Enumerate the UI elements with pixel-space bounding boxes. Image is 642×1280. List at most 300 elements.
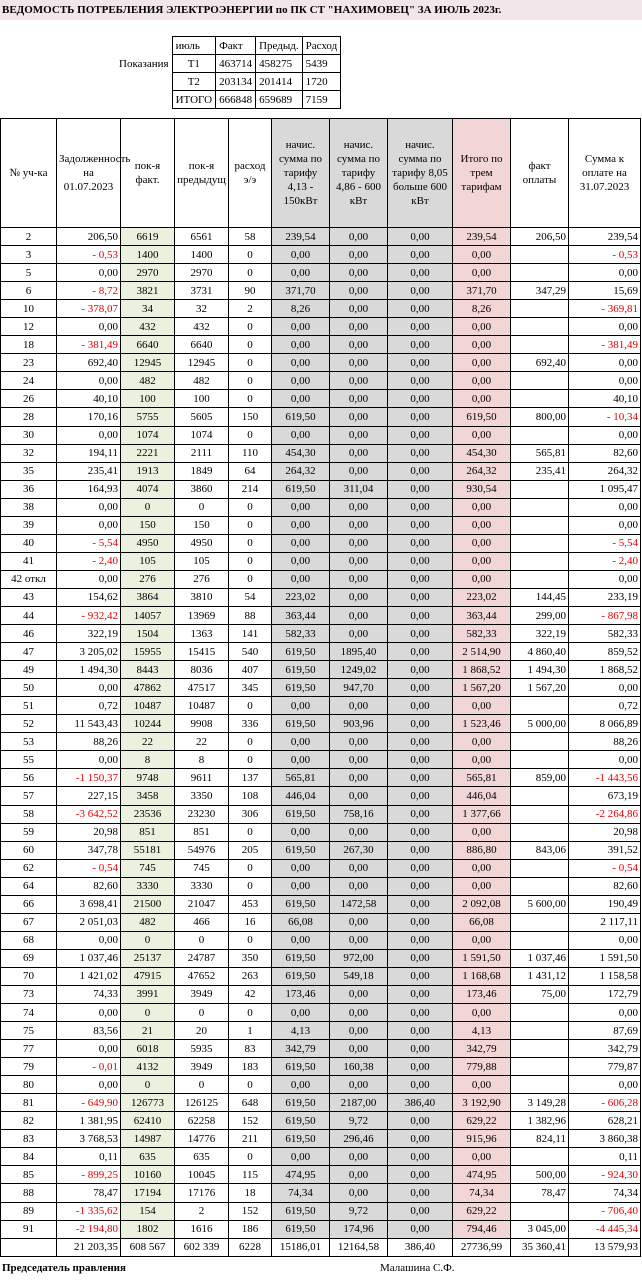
column-header: начис. сумма по тарифу 4,86 - 600 кВт (330, 119, 388, 228)
table-row (1, 300, 641, 318)
table-cell: 0,00 (330, 354, 388, 372)
table-cell: - 924,30 (569, 1166, 641, 1184)
table-cell: 173,46 (272, 985, 330, 1003)
table-cell: 81 (1, 1094, 57, 1112)
table-cell: 1 158,58 (569, 967, 641, 985)
table-cell: 582,33 (453, 625, 511, 643)
table-cell: 54976 (175, 841, 229, 859)
table-cell (511, 552, 569, 570)
table-cell: 0,00 (388, 877, 453, 895)
readings-cell: 5439 (302, 55, 341, 73)
table-cell: 350 (229, 949, 272, 967)
table-cell: 0,00 (388, 985, 453, 1003)
table-cell: 3 149,28 (511, 1094, 569, 1112)
table-cell: 0,00 (388, 751, 453, 769)
table-cell: 619,50 (272, 1202, 330, 1220)
table-cell: 0,00 (388, 264, 453, 282)
table-cell: 915,96 (453, 1130, 511, 1148)
table-cell: -4 445,34 (569, 1220, 641, 1238)
table-cell: 1 037,46 (511, 949, 569, 967)
table-cell: 1802 (121, 1220, 175, 1238)
table-cell: 3 768,53 (57, 1130, 121, 1148)
table-cell: 66 (1, 895, 57, 913)
table-cell: 172,79 (569, 985, 641, 1003)
table-cell: 10487 (175, 697, 229, 715)
table-cell: 5 600,00 (511, 895, 569, 913)
table-cell: 16 (229, 913, 272, 931)
totals-cell: 27736,99 (453, 1238, 511, 1256)
table-cell: 0,00 (272, 697, 330, 715)
table-cell: 88,26 (569, 733, 641, 751)
totals-cell: 608 567 (121, 1238, 175, 1256)
table-cell: 141 (229, 625, 272, 643)
table-cell: 0,00 (330, 228, 388, 246)
table-cell: - 606,28 (569, 1094, 641, 1112)
table-cell: 100 (175, 390, 229, 408)
table-cell: 206,50 (57, 228, 121, 246)
table-row (1, 246, 641, 264)
table-cell: 0 (229, 264, 272, 282)
readings-row (116, 55, 341, 73)
table-cell (511, 1202, 569, 1220)
table-cell: 3864 (121, 588, 175, 606)
table-cell: 1472,58 (330, 895, 388, 913)
table-cell: 0 (229, 354, 272, 372)
table-cell: - 0,53 (569, 246, 641, 264)
table-cell: 2221 (121, 444, 175, 462)
table-cell: 0,00 (388, 408, 453, 426)
table-cell: 264,32 (569, 462, 641, 480)
table-cell: 239,54 (272, 228, 330, 246)
table-cell: 2970 (175, 264, 229, 282)
table-cell: 211 (229, 1130, 272, 1148)
table-cell: - 0,54 (569, 859, 641, 877)
table-row (1, 1220, 641, 1238)
totals-cell: 21 203,35 (57, 1238, 121, 1256)
table-row (1, 1202, 641, 1220)
totals-cell: 13 579,93 (569, 1238, 641, 1256)
table-cell: 10045 (175, 1166, 229, 1184)
table-cell: 0,00 (388, 480, 453, 498)
table-cell: 2187,00 (330, 1094, 388, 1112)
table-cell: 2 051,03 (57, 913, 121, 931)
table-cell: 432 (121, 318, 175, 336)
table-cell: 0,00 (388, 931, 453, 949)
table-cell: 8 (121, 751, 175, 769)
table-cell: 194,11 (57, 444, 121, 462)
table-row (1, 877, 641, 895)
table-cell: 105 (175, 552, 229, 570)
table-cell: 619,50 (272, 1220, 330, 1238)
table-cell: 1 037,46 (57, 949, 121, 967)
table-cell: - 0,01 (57, 1058, 121, 1076)
column-header: Сумма к оплате на 31.07.2023 (569, 119, 641, 228)
table-cell: 9908 (175, 715, 229, 733)
table-cell: 322,19 (57, 625, 121, 643)
table-cell: 144,45 (511, 588, 569, 606)
footer-signature-name: Малашина С.Ф. (380, 1262, 455, 1274)
table-cell: 105 (121, 552, 175, 570)
table-cell: 0,00 (330, 1076, 388, 1094)
table-cell: 859,00 (511, 769, 569, 787)
table-cell: 64 (1, 877, 57, 895)
table-cell: 619,50 (272, 661, 330, 679)
table-cell: 0,00 (272, 570, 330, 588)
table-cell: 14987 (121, 1130, 175, 1148)
table-cell: 40,10 (57, 390, 121, 408)
table-cell: 160,38 (330, 1058, 388, 1076)
table-row (1, 282, 641, 300)
table-cell: 3330 (175, 877, 229, 895)
table-cell: 8 (175, 751, 229, 769)
table-cell: 2 (1, 228, 57, 246)
table-cell (511, 570, 569, 588)
totals-cell: 386,40 (388, 1238, 453, 1256)
table-cell: 824,11 (511, 1130, 569, 1148)
table-cell: 0,00 (388, 228, 453, 246)
table-cell: 2111 (175, 444, 229, 462)
table-cell: 0,00 (453, 426, 511, 444)
table-cell: 0,00 (330, 588, 388, 606)
table-cell: - 899,25 (57, 1166, 121, 1184)
table-cell: 0,00 (453, 1148, 511, 1166)
table-cell: 62410 (121, 1112, 175, 1130)
column-header: начис. сумма по тарифу 4,13 - 150кВт (272, 119, 330, 228)
readings-cell: Т1 (172, 55, 216, 73)
table-cell: 0,00 (330, 570, 388, 588)
table-cell: 0 (121, 931, 175, 949)
table-cell: 0 (229, 877, 272, 895)
table-cell: 0 (229, 751, 272, 769)
table-cell: 3 860,38 (569, 1130, 641, 1148)
table-cell: 0,00 (388, 1058, 453, 1076)
table-cell: 1 567,20 (511, 679, 569, 697)
table-cell (511, 498, 569, 516)
table-cell: 4 860,40 (511, 643, 569, 661)
table-cell (511, 1022, 569, 1040)
table-cell: 5605 (175, 408, 229, 426)
table-cell: 635 (121, 1148, 175, 1166)
table-cell: 1 168,68 (453, 967, 511, 985)
table-cell: 91 (1, 1220, 57, 1238)
table-cell: - 10,34 (569, 408, 641, 426)
table-cell: 619,50 (272, 895, 330, 913)
table-cell: 8 066,89 (569, 715, 641, 733)
table-cell: 0,00 (388, 354, 453, 372)
table-cell: 0,00 (388, 318, 453, 336)
table-cell: 154 (121, 1202, 175, 1220)
table-cell: 40,10 (569, 390, 641, 408)
table-cell (511, 534, 569, 552)
table-row (1, 1184, 641, 1202)
table-cell: 235,41 (57, 462, 121, 480)
table-cell: 0,00 (272, 498, 330, 516)
table-cell: 35 (1, 462, 57, 480)
readings-cell: 463714 (216, 55, 256, 73)
table-cell: 1363 (175, 625, 229, 643)
table-cell: 223,02 (272, 588, 330, 606)
table-cell: 0,00 (569, 1004, 641, 1022)
table-cell: 619,50 (272, 480, 330, 498)
table-cell: 239,54 (453, 228, 511, 246)
table-cell: 173,46 (453, 985, 511, 1003)
table-cell (511, 877, 569, 895)
table-cell: 0 (229, 1076, 272, 1094)
table-cell: - 867,98 (569, 606, 641, 624)
table-cell: 80 (1, 1076, 57, 1094)
table-cell: 0,00 (272, 336, 330, 354)
table-cell: 0,00 (57, 372, 121, 390)
table-cell: 44 (1, 606, 57, 624)
table-cell: 779,87 (569, 1058, 641, 1076)
table-cell: 42 (229, 985, 272, 1003)
table-row (1, 1076, 641, 1094)
table-cell (511, 787, 569, 805)
table-cell: 0,00 (330, 552, 388, 570)
table-cell: 206,50 (511, 228, 569, 246)
table-cell: 0,00 (453, 751, 511, 769)
table-cell: - 2,40 (57, 552, 121, 570)
table-cell: 59 (1, 823, 57, 841)
table-cell: 25137 (121, 949, 175, 967)
table-cell: 115 (229, 1166, 272, 1184)
table-row (1, 1094, 641, 1112)
totals-cell: 12164,58 (330, 1238, 388, 1256)
table-cell: 0,00 (388, 1040, 453, 1058)
table-cell: 342,79 (453, 1040, 511, 1058)
table-cell: - 649,90 (57, 1094, 121, 1112)
table-cell: 22 (121, 733, 175, 751)
table-cell: 69 (1, 949, 57, 967)
table-cell: 0,00 (569, 498, 641, 516)
table-cell: 0,00 (272, 733, 330, 751)
table-cell: 1 431,12 (511, 967, 569, 985)
table-cell: 322,19 (511, 625, 569, 643)
table-cell: 18 (229, 1184, 272, 1202)
table-cell: 342,79 (569, 1040, 641, 1058)
table-cell: 51 (1, 697, 57, 715)
table-cell: 619,50 (272, 967, 330, 985)
table-cell: - 381,49 (569, 336, 641, 354)
table-cell: -1 150,37 (57, 769, 121, 787)
table-row (1, 228, 641, 246)
table-cell: 15,69 (569, 282, 641, 300)
table-cell: 0,00 (388, 336, 453, 354)
table-cell: 47915 (121, 967, 175, 985)
table-cell: 79 (1, 1058, 57, 1076)
table-cell: 930,54 (453, 480, 511, 498)
table-cell: 1504 (121, 625, 175, 643)
table-cell: 629,22 (453, 1202, 511, 1220)
table-cell: 4132 (121, 1058, 175, 1076)
table-cell: 0,00 (330, 1022, 388, 1040)
totals-cell: 15186,01 (272, 1238, 330, 1256)
table-cell: 0,00 (388, 1184, 453, 1202)
table-cell: 0,11 (57, 1148, 121, 1166)
table-cell: 74,34 (569, 1184, 641, 1202)
table-cell (511, 913, 569, 931)
table-cell: 432 (175, 318, 229, 336)
table-cell: 446,04 (272, 787, 330, 805)
table-cell: 9,72 (330, 1202, 388, 1220)
readings-cell: 203134 (216, 73, 256, 91)
table-row (1, 625, 641, 643)
table-cell: 306 (229, 805, 272, 823)
document-title: ВЕДОМОСТЬ ПОТРЕБЛЕНИЯ ЭЛЕКТРОЭНЕРГИИ по ПК СТ "НАХИМОВЕЦ" ЗА ИЮЛЬ 2023г. (0, 0, 642, 20)
table-cell: 0 (229, 859, 272, 877)
table-cell: 3991 (121, 985, 175, 1003)
table-cell: 21047 (175, 895, 229, 913)
table-cell: 1400 (121, 246, 175, 264)
table-cell: 0,00 (388, 967, 453, 985)
table-cell: 0,00 (388, 1130, 453, 1148)
table-cell: 0,00 (453, 570, 511, 588)
table-cell (511, 246, 569, 264)
table-cell: 1913 (121, 462, 175, 480)
table-cell: 85 (1, 1166, 57, 1184)
table-cell (511, 480, 569, 498)
table-cell: 0,00 (57, 516, 121, 534)
table-cell: 17194 (121, 1184, 175, 1202)
table-cell: 83 (229, 1040, 272, 1058)
table-cell: 0,00 (57, 1040, 121, 1058)
table-cell: 1849 (175, 462, 229, 480)
table-cell: 154,62 (57, 588, 121, 606)
table-cell: 49 (1, 661, 57, 679)
table-cell: 1 382,96 (511, 1112, 569, 1130)
table-cell: 0,00 (569, 679, 641, 697)
table-cell: 24 (1, 372, 57, 390)
table-row (1, 444, 641, 462)
table-cell: 74,34 (272, 1184, 330, 1202)
table-cell: 3 698,41 (57, 895, 121, 913)
table-cell: 886,80 (453, 841, 511, 859)
table-row (1, 336, 641, 354)
readings-cell: 7159 (302, 91, 341, 109)
table-cell: 2 092,08 (453, 895, 511, 913)
table-cell: - 5,54 (569, 534, 641, 552)
table-cell: 0,00 (330, 1004, 388, 1022)
table-cell: 0,00 (272, 516, 330, 534)
column-header: № уч-ка (1, 119, 57, 228)
table-cell: - 5,54 (57, 534, 121, 552)
totals-row (1, 1238, 641, 1256)
table-cell: 82,60 (57, 877, 121, 895)
table-cell: 8,26 (453, 300, 511, 318)
table-cell: 1895,40 (330, 643, 388, 661)
table-cell: 12945 (121, 354, 175, 372)
table-cell: 5 000,00 (511, 715, 569, 733)
table-cell: 3860 (175, 480, 229, 498)
table-cell: 10244 (121, 715, 175, 733)
table-cell: 1 494,30 (511, 661, 569, 679)
table-cell: 62 (1, 859, 57, 877)
table-cell: 47 (1, 643, 57, 661)
table-cell: 1 591,50 (569, 949, 641, 967)
table-cell: 150 (229, 408, 272, 426)
table-cell: 0,00 (272, 534, 330, 552)
table-cell (511, 859, 569, 877)
table-cell: 0,00 (330, 498, 388, 516)
table-cell: 152 (229, 1202, 272, 1220)
table-row (1, 408, 641, 426)
table-cell: 371,70 (453, 282, 511, 300)
table-cell: 58 (1, 805, 57, 823)
table-cell: 0,00 (453, 534, 511, 552)
table-row (1, 895, 641, 913)
table-cell: 0,00 (272, 751, 330, 769)
table-cell: 0,00 (453, 516, 511, 534)
table-cell: 0,00 (569, 931, 641, 949)
table-cell: 32 (175, 300, 229, 318)
table-cell: 214 (229, 480, 272, 498)
table-cell: 582,33 (569, 625, 641, 643)
table-cell: 1616 (175, 1220, 229, 1238)
table-cell: 276 (175, 570, 229, 588)
table-cell: 36 (1, 480, 57, 498)
table-cell: 0,00 (330, 823, 388, 841)
table-row (1, 967, 641, 985)
table-cell: 8443 (121, 661, 175, 679)
table-cell: 0,00 (569, 1076, 641, 1094)
table-cell (511, 1040, 569, 1058)
column-header: Задолженность на 01.07.2023 (57, 119, 121, 228)
table-cell: 4,13 (453, 1022, 511, 1040)
table-cell: 41 (1, 552, 57, 570)
table-cell: -1 335,62 (57, 1202, 121, 1220)
table-cell: 0,00 (388, 462, 453, 480)
table-row (1, 480, 641, 498)
table-cell: 88,26 (57, 733, 121, 751)
table-row (1, 516, 641, 534)
column-header: Итого по трем тарифам (453, 119, 511, 228)
table-cell: 0,00 (569, 751, 641, 769)
table-cell: 1074 (121, 426, 175, 444)
table-row (1, 1058, 641, 1076)
table-cell: 55181 (121, 841, 175, 859)
table-cell: 23536 (121, 805, 175, 823)
table-cell: 43 (1, 588, 57, 606)
table-cell (511, 372, 569, 390)
table-row (1, 264, 641, 282)
table-cell: 126125 (175, 1094, 229, 1112)
table-cell: 6640 (175, 336, 229, 354)
table-cell: 50 (1, 679, 57, 697)
table-cell: 0,00 (388, 588, 453, 606)
table-cell: 4,13 (272, 1022, 330, 1040)
table-cell: 0,11 (569, 1148, 641, 1166)
table-cell: 23 (1, 354, 57, 372)
table-cell: 0,00 (57, 679, 121, 697)
table-cell: 0,00 (330, 318, 388, 336)
readings-cell: 666848 (216, 91, 256, 109)
table-row (1, 426, 641, 444)
table-cell: 0 (121, 1076, 175, 1094)
table-cell: 0,00 (453, 1004, 511, 1022)
table-cell: 0,00 (57, 318, 121, 336)
table-cell: 1 494,30 (57, 661, 121, 679)
table-cell: 1 523,46 (453, 715, 511, 733)
table-cell: 90 (229, 282, 272, 300)
table-row (1, 931, 641, 949)
table-row (1, 318, 641, 336)
table-cell (511, 300, 569, 318)
table-cell: 407 (229, 661, 272, 679)
table-cell: 4074 (121, 480, 175, 498)
table-cell: 0,00 (330, 733, 388, 751)
table-cell (511, 336, 569, 354)
table-cell: 692,40 (57, 354, 121, 372)
